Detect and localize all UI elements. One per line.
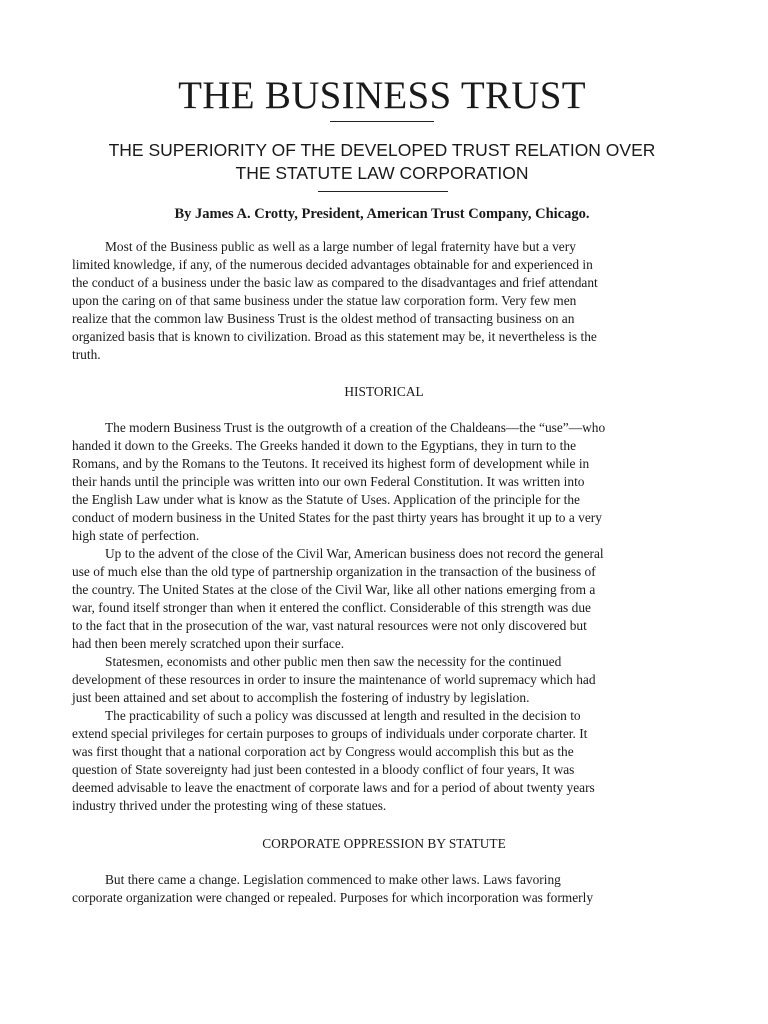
text-line: Up to the advent of the close of the Civil War, American business does not record the general: [105, 546, 604, 561]
text-line: had then been merely scratched upon their surface.: [72, 636, 345, 651]
text-line: the country. The United States at the close of the Civil War, like all other nations emerging from a: [72, 582, 596, 597]
subtitle-underline: [318, 191, 448, 192]
text-line: organized basis that is known to civilization. Broad as this statement may be, it nevertheless is the: [72, 329, 597, 344]
text-line: to the fact that in the prosecution of the war, vast natural resources were not only discovered but: [72, 618, 587, 633]
text-line: just been attained and set about to accomplish the fostering of industry by legislation.: [72, 690, 530, 705]
text-line: Statesmen, economists and other public men then saw the necessity for the continued: [105, 654, 562, 669]
intro-paragraph: [72, 238, 696, 364]
text-line: Most of the Business public as well as a large number of legal fraternity have but a very: [105, 239, 576, 254]
subtitle-line: THE STATUTE LAW CORPORATION: [235, 163, 529, 183]
text-line: the English Law under what is know as the Statute of Uses. Application of the principle for the: [72, 492, 580, 507]
oppression-paragraph-1: [72, 871, 696, 907]
text-line: high state of perfection.: [72, 528, 200, 543]
text-line: development of these resources in order to insure the maintenance of world supremacy which had: [72, 672, 596, 687]
text-line: was first thought that a national corporation act by Congress would accomplish this but as the: [72, 744, 574, 759]
text-line: the conduct of a business under the basic law as compared to the disadvantages and frief attendant: [72, 275, 598, 290]
text-line: war, found itself stronger than when it entered the conflict. Considerable of this strength was due: [72, 600, 591, 615]
text-line: But there came a change. Legislation commenced to make other laws. Laws favoring: [105, 872, 561, 887]
document-subtitle: [72, 139, 692, 185]
author-byline: By James A. Crotty, President, American Trust Company, Chicago.: [174, 206, 590, 222]
text-line: handed it down to the Greeks. The Greeks handed it down to the Egyptians, they in turn to the: [72, 438, 577, 453]
historical-paragraph-1: [72, 419, 696, 545]
text-line: truth.: [72, 347, 101, 362]
text-line: The practicability of such a policy was discussed at length and resulted in the decision to: [105, 708, 581, 723]
text-line: corporate organization were changed or repealed. Purposes for which incorporation was formerly: [72, 890, 594, 905]
document-title: THE BUSINESS TRUST: [178, 74, 586, 117]
text-line: limited knowledge, if any, of the numerous decided advantages obtainable for and experienced in: [72, 257, 593, 272]
text-line: Romans, and by the Romans to the Teutons. It received its highest form of development while in: [72, 456, 590, 471]
section-heading-corporate-oppression: CORPORATE OPPRESSION BY STATUTE: [262, 836, 506, 851]
historical-paragraph-4: [72, 707, 696, 815]
historical-paragraph-3: [72, 653, 696, 707]
text-line: extend special privileges for certain purposes to groups of individuals under corporate charter. It: [72, 726, 588, 741]
text-line: conduct of modern business in the United States for the past thirty years has brought it up to a very: [72, 510, 602, 525]
text-line: use of much else than the old type of partnership organization in the transaction of the business of: [72, 564, 596, 579]
text-line: The modern Business Trust is the outgrowth of a creation of the Chaldeans—the “use”—who: [105, 420, 606, 435]
text-line: deemed advisable to leave the enactment of corporate laws and for a period of about twenty years: [72, 780, 595, 795]
text-line: realize that the common law Business Trust is the oldest method of transacting business on an: [72, 311, 575, 326]
text-line: question of State sovereignty had just been contested in a bloody conflict of four years, It was: [72, 762, 575, 777]
text-line: their hands until the principle was written into our own Federal Constitution. It was written into: [72, 474, 585, 489]
title-underline: [330, 121, 434, 122]
text-line: upon the caring on of that same business under the statue law corporation form. Very few men: [72, 293, 577, 308]
section-heading-historical: HISTORICAL: [344, 384, 424, 399]
historical-paragraph-2: [72, 545, 696, 653]
text-line: industry thrived under the protesting wing of these statues.: [72, 798, 387, 813]
subtitle-line: THE SUPERIORITY OF THE DEVELOPED TRUST RELATION OVER: [108, 140, 656, 160]
